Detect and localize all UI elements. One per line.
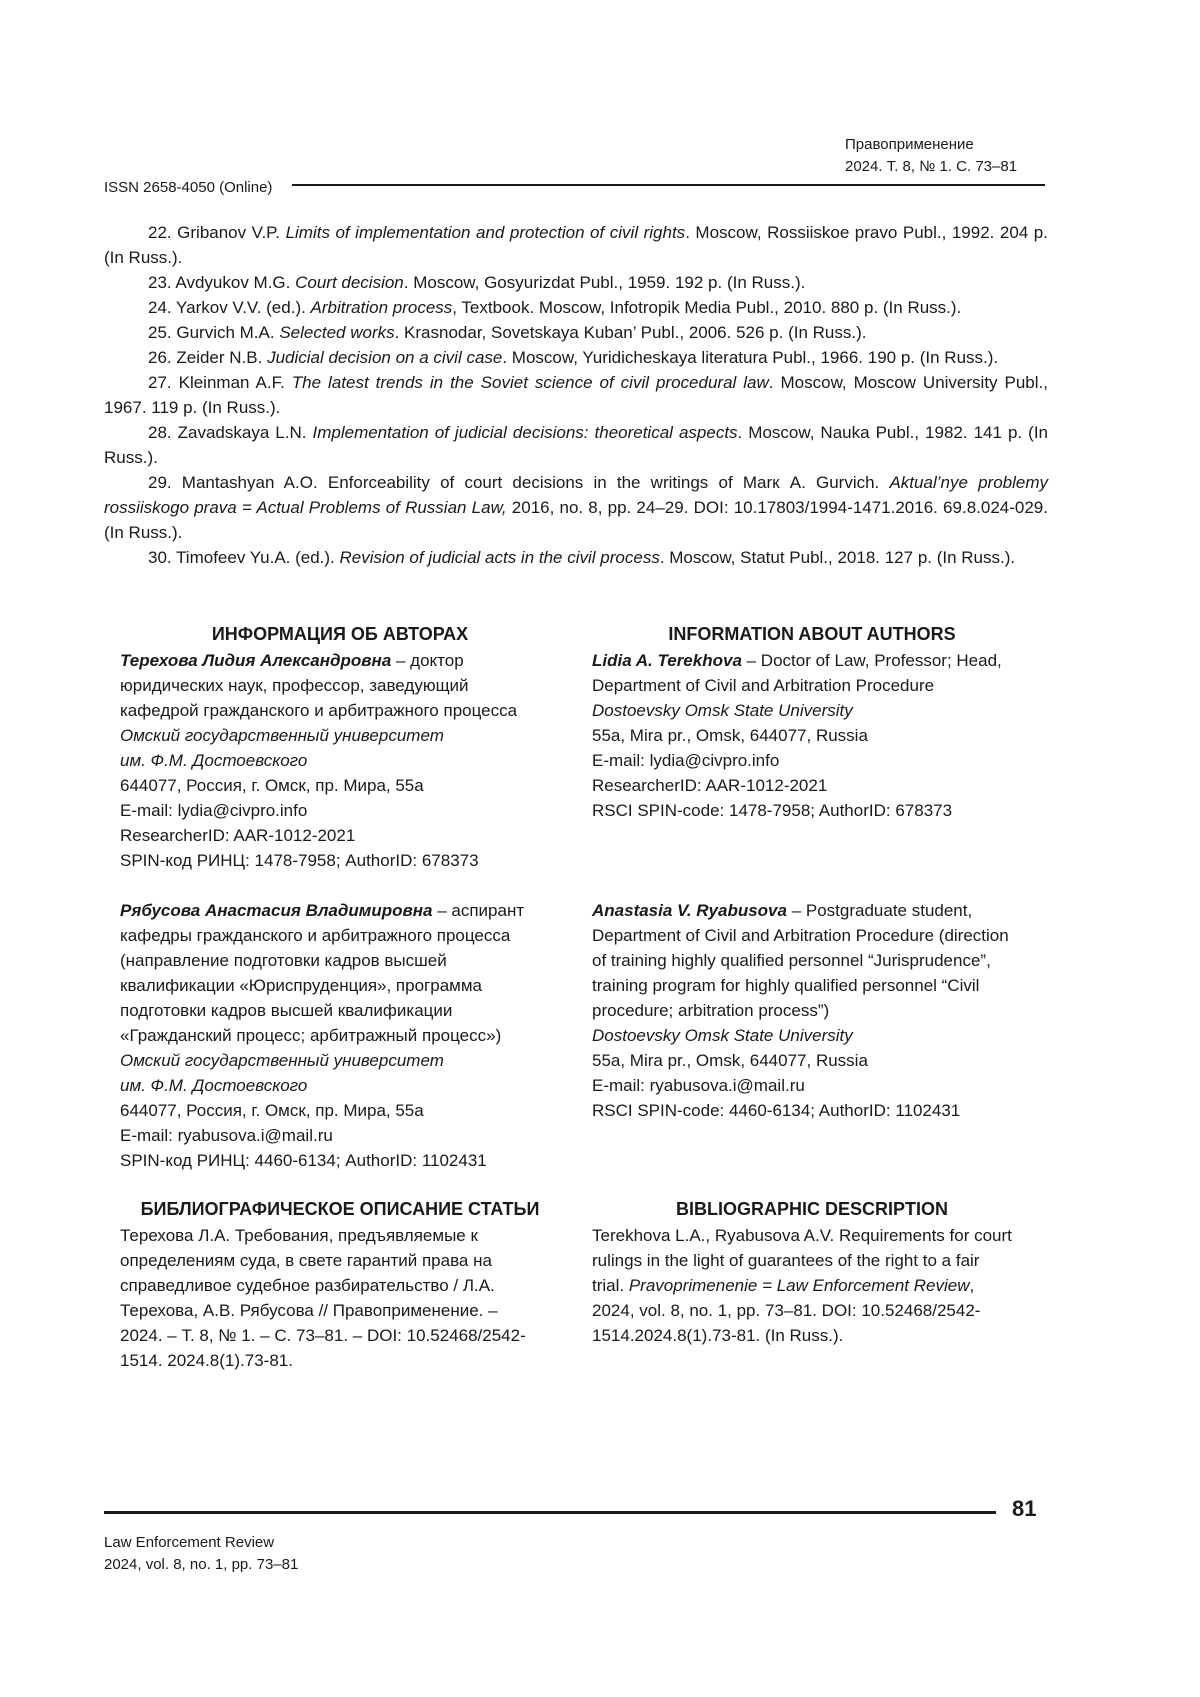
biblio-en-title: BIBLIOGRAPHIC DESCRIPTION (592, 1197, 1032, 1222)
author-name: Lidia A. Terekhova (592, 651, 742, 670)
issue-info-en: 2024, vol. 8, no. 1, pp. 73–81 (104, 1554, 298, 1576)
author-2-ru: Рябусова Анастасия Владимировна – аспирант кафедры гражданского и арбитражного процесса (направление подготовки кадров высшей квалификации «Юриспруденция», программа подготовки кадров высшей квалификации «Гражданский процесс; арбитражный процесс») Омский государственный университет им. Ф.М. Достоевского 644077, Россия, г. Омск, пр. Мира, 55а E-mail: ryabusova.i@mail.ru SPIN-код РИНЦ: 4460-6134; AuthorID: 1102431 (120, 898, 540, 1173)
reference-item: 30. Timofeev Yu.A. (ed.). Revision of judicial acts in the civil process. Moscow, Statut Publ., 2018. 127 p. (In Russ.). (104, 545, 1048, 570)
affiliation: им. Ф.М. Достоевского (120, 751, 307, 770)
footer-rule (104, 1511, 996, 1514)
researcher-id: ResearcherID: AAR-1012-2021 (592, 773, 1012, 798)
authors-en-title: INFORMATION ABOUT AUTHORS (592, 622, 1032, 647)
reference-item: 26. Zeider N.B. Judicial decision on a civil case. Moscow, Yuridicheskaya literatura Publ., 1966. 190 p. (In Russ.). (104, 345, 1048, 370)
author-1-ru: Терехова Лидия Александровна – доктор юридических наук, профессор, заведующий кафедрой гражданского и арбитражного процесса Омский государственный университет им. Ф.М. Достоевского 644077, Россия, г. Омск, пр. Мира, 55а E-mail: lydia@civpro.info ResearcherID: AAR-1012-2021 SPIN-код РИНЦ: 1478-7958; AuthorID: 678373 (120, 648, 540, 873)
issue-info-ru: 2024. Т. 8, № 1. С. 73–81 (845, 156, 1045, 178)
reference-list (104, 220, 1048, 570)
researcher-id: ResearcherID: AAR-1012-2021 (120, 823, 540, 848)
author-name: Anastasia V. Ryabusova (592, 901, 787, 920)
address: 644077, Россия, г. Омск, пр. Мира, 55а (120, 773, 540, 798)
biblio-ru-title: БИБЛИОГРАФИЧЕСКОЕ ОПИСАНИЕ СТАТЬИ (120, 1197, 560, 1222)
spin-code: SPIN-код РИНЦ: 4460-6134; AuthorID: 1102431 (120, 1148, 540, 1173)
author-2-en: Anastasia V. Ryabusova – Postgraduate student, Department of Civil and Arbitration Procedure (direction of training highly qualified personnel “Jurisprudence”, training program for highly qualified personnel “Civil procedure; arbitration process”) Dostoevsky Omsk State University 55a, Mira pr., Omsk, 644077, Russia E-mail: ryabusova.i@mail.ru RSCI SPIN-code: 4460-6134; AuthorID: 1102431 (592, 898, 1012, 1123)
running-header (845, 134, 1045, 178)
header-rule (292, 184, 1045, 186)
reference-item: 24. Yarkov V.V. (ed.). Arbitration process, Textbook. Moscow, Infotropik Media Publ., 2010. 880 p. (In Russ.). (104, 295, 1048, 320)
reference-item: 22. Gribanov V.P. Limits of implementation and protection of civil rights. Moscow, Rossiiskoe pravo Publ., 1992. 204 p. (In Russ.). (104, 220, 1048, 270)
address: 55a, Mira pr., Omsk, 644077, Russia (592, 1048, 1012, 1073)
email: E-mail: lydia@civpro.info (120, 798, 540, 823)
spin-code: SPIN-код РИНЦ: 1478-7958; AuthorID: 678373 (120, 848, 540, 873)
email: E-mail: ryabusova.i@mail.ru (120, 1123, 540, 1148)
affiliation: им. Ф.М. Достоевского (120, 1076, 307, 1095)
address: 644077, Россия, г. Омск, пр. Мира, 55а (120, 1098, 540, 1123)
biblio-en-text: Terekhova L.A., Ryabusova A.V. Requirements for court rulings in the light of guarantees of the right to a fair trial. Pravoprimenenie = Law Enforcement Review, 2024, vol. 8, no. 1, pp. 73–81. DOI: 10.52468/2542-1514.2024.8(1).73-81. (In Russ.). (592, 1223, 1012, 1348)
issn: ISSN 2658-4050 (Online) (104, 178, 272, 198)
affiliation: Dostoevsky Omsk State University (592, 701, 853, 720)
reference-item: 27. Kleinman A.F. The latest trends in the Soviet science of civil procedural law. Moscow, Moscow University Publ., 1967. 119 p. (In Russ.). (104, 370, 1048, 420)
authors-ru-title: ИНФОРМАЦИЯ ОБ АВТОРАХ (120, 622, 560, 647)
affiliation: Омский государственный университет (120, 1051, 444, 1070)
journal-title-en: Law Enforcement Review (104, 1532, 298, 1554)
biblio-ru (120, 1223, 540, 1373)
affiliation: Dostoevsky Omsk State University (592, 1026, 853, 1045)
running-footer (104, 1532, 298, 1576)
email: E-mail: lydia@civpro.info (592, 748, 1012, 773)
reference-item: 29. Mantashyan A.O. Enforceability of court decisions in the writings of Marк A. Gurvich. Aktual’nye problemy rossiiskogo prava = Actual Problems of Russian Law, 2016, no. 8, pp. 24–29. DOI: 10.17803/1994-1471.2016. 69.8.024-029. (In Russ.). (104, 470, 1048, 545)
address: 55a, Mira pr., Omsk, 644077, Russia (592, 723, 1012, 748)
email: E-mail: ryabusova.i@mail.ru (592, 1073, 1012, 1098)
biblio-en (592, 1223, 1012, 1348)
reference-item: 25. Gurvich M.A. Selected works. Krasnodar, Sovetskaya Kuban’ Publ., 2006. 526 p. (In Russ.). (104, 320, 1048, 345)
spin-code: RSCI SPIN-code: 1478-7958; AuthorID: 678373 (592, 798, 1012, 823)
reference-item: 23. Avdyukov M.G. Court decision. Moscow, Gosyurizdat Publ., 1959. 192 p. (In Russ.). (104, 270, 1048, 295)
reference-item: 28. Zavadskaya L.N. Implementation of judicial decisions: theoretical aspects. Moscow, Nauka Publ., 1982. 141 p. (In Russ.). (104, 420, 1048, 470)
journal-title-ru: Правоприменение (845, 134, 1045, 156)
author-name: Рябусова Анастасия Владимировна (120, 901, 432, 920)
biblio-ru-text: Терехова Л.А. Требования, предъявляемые к определениям суда, в свете гарантий права на справедливое судебное разбирательство / Л.А. Терехова, А.В. Рябусова // Правоприменение. – 2024. – Т. 8, № 1. – С. 73–81. – DOI: 10.52468/2542-1514. 2024.8(1).73-81. (120, 1223, 540, 1373)
page-number: 81 (1012, 1496, 1036, 1522)
author-name: Терехова Лидия Александровна (120, 651, 391, 670)
affiliation: Омский государственный университет (120, 726, 444, 745)
spin-code: RSCI SPIN-code: 4460-6134; AuthorID: 1102431 (592, 1098, 1012, 1123)
author-1-en: Lidia A. Terekhova – Doctor of Law, Professor; Head, Department of Civil and Arbitration Procedure Dostoevsky Omsk State University 55a, Mira pr., Omsk, 644077, Russia E-mail: lydia@civpro.info ResearcherID: AAR-1012-2021 RSCI SPIN-code: 1478-7958; AuthorID: 678373 (592, 648, 1012, 823)
